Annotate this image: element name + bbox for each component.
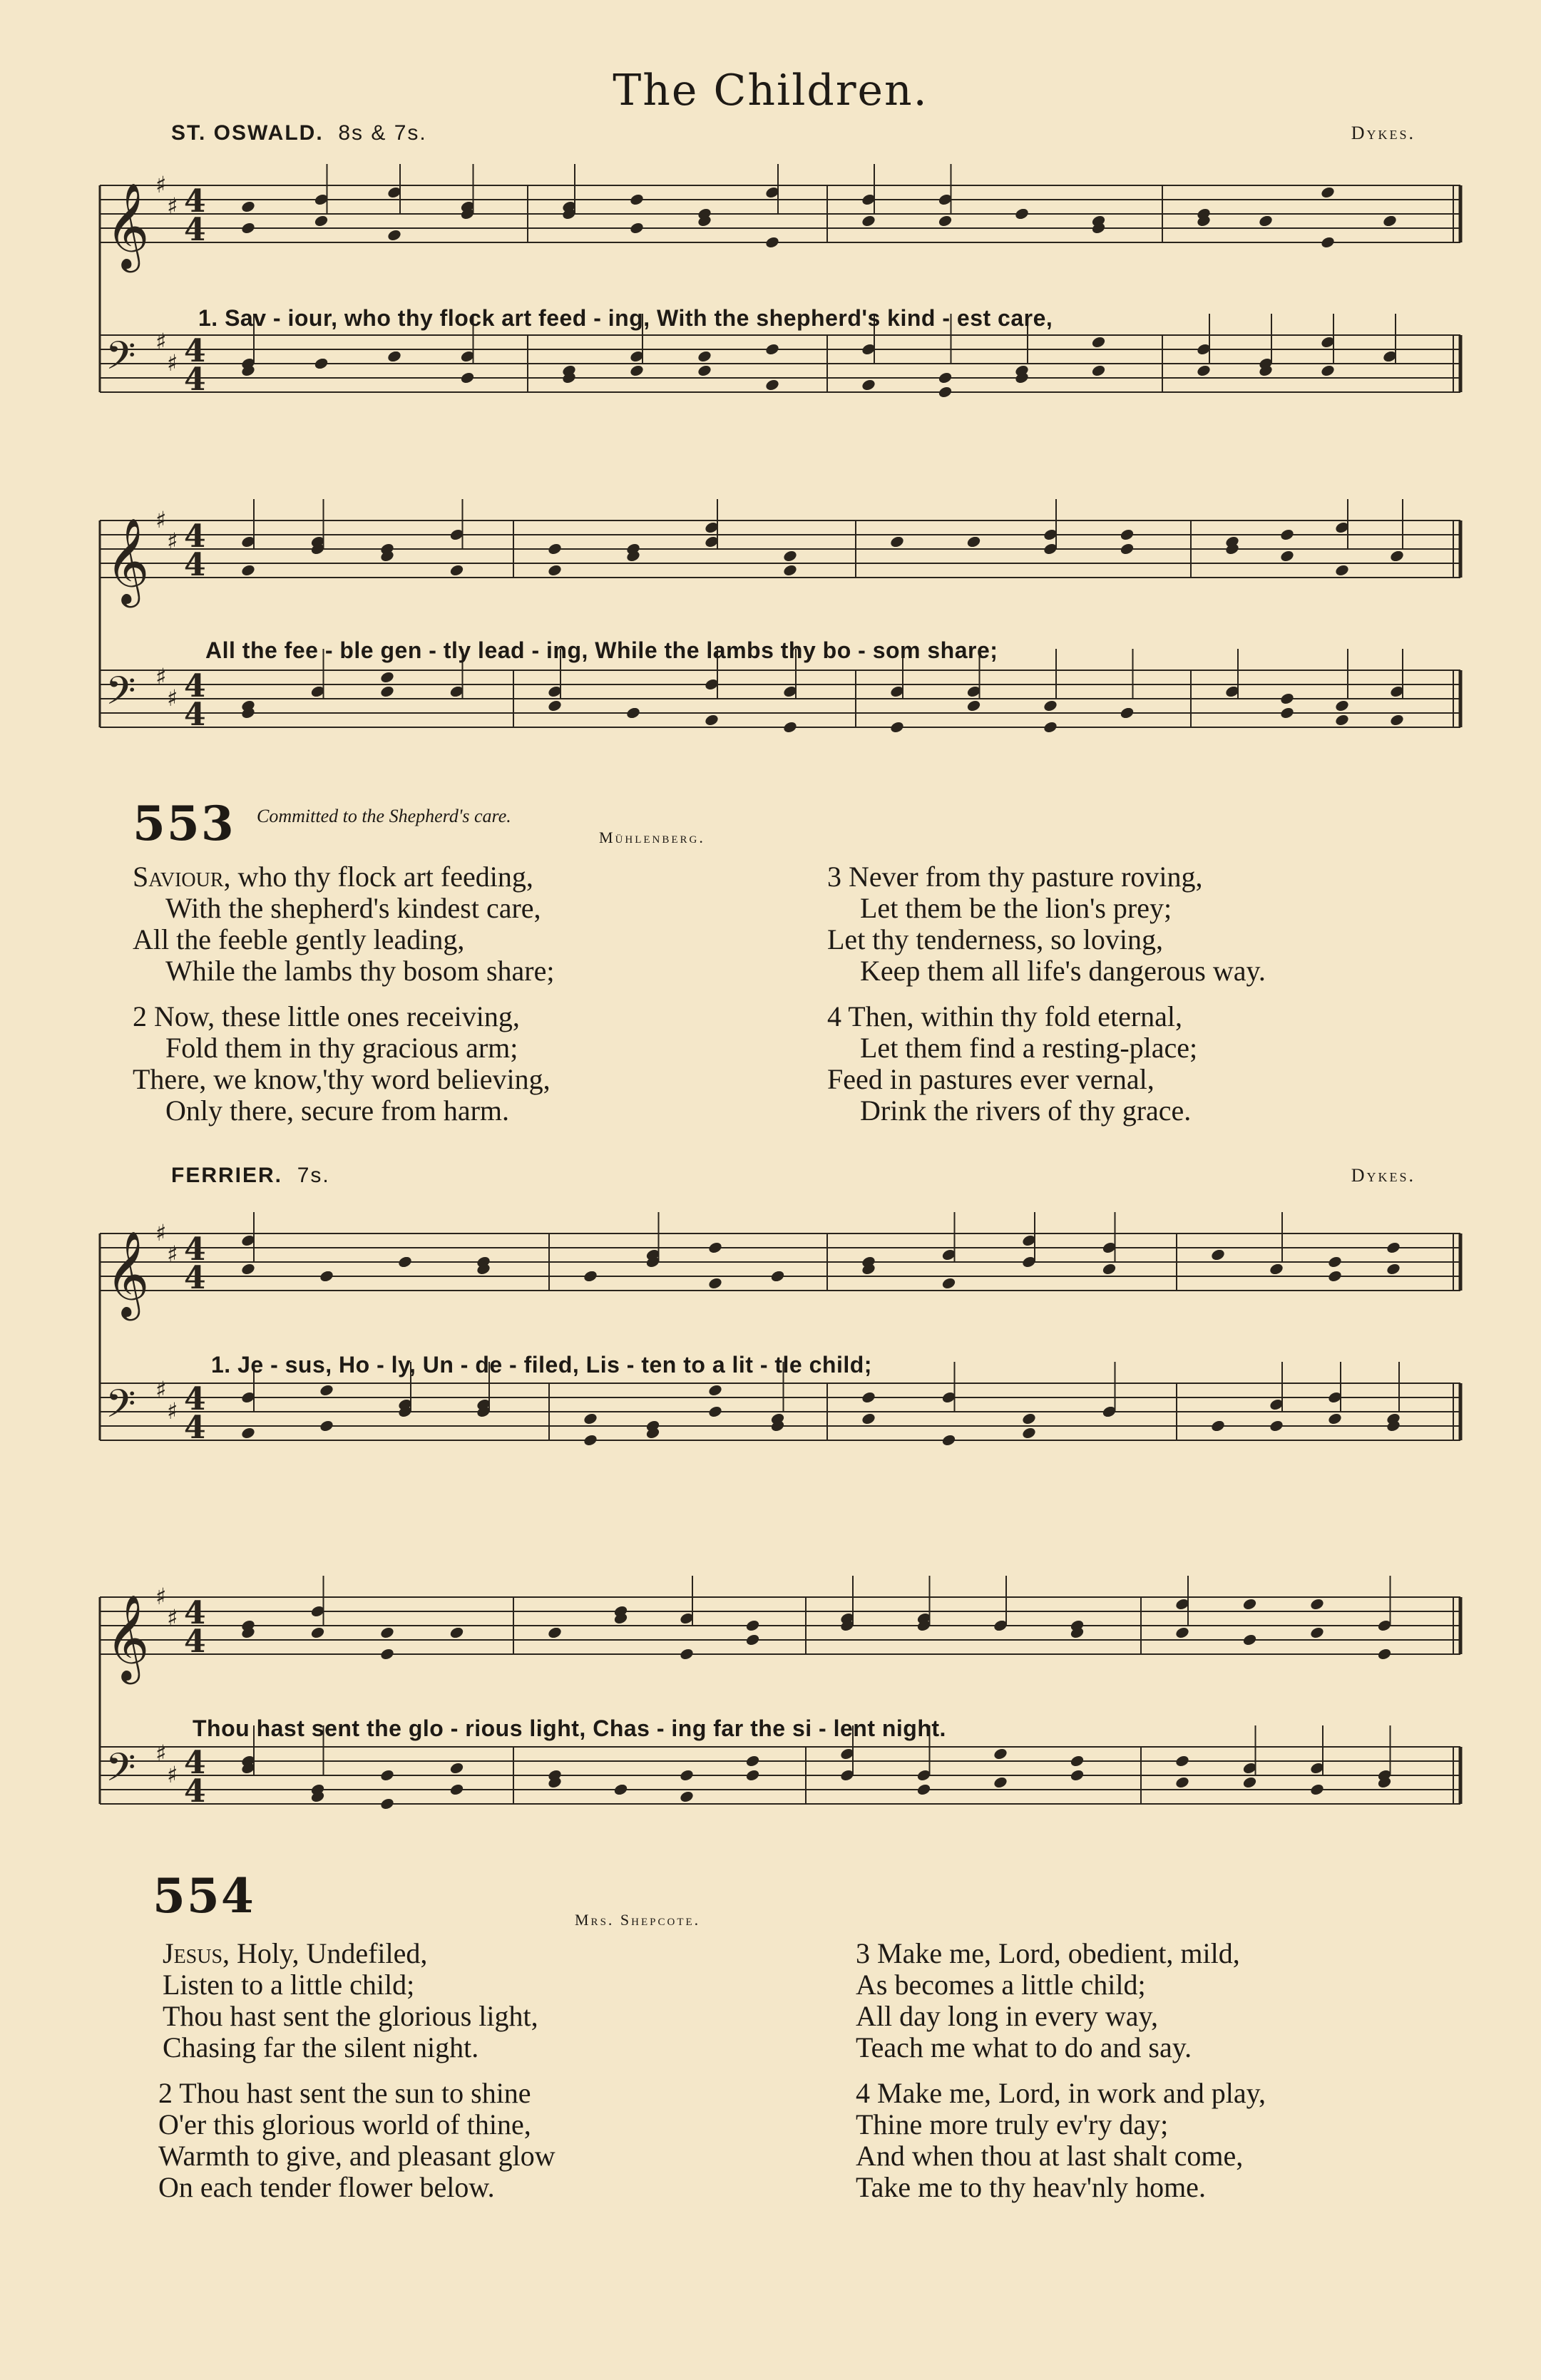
note-head xyxy=(379,1797,395,1810)
stanza: Jesus, Holy, Undefiled, Listen to a little child; Thou hast sent the glorious light, Chasing far the silent night. xyxy=(163,1937,538,2063)
note-head xyxy=(1174,1626,1190,1639)
time-signature-icon: 4 xyxy=(184,1381,206,1417)
lyric-line: 1. Sav - iour, who thy flock art feed - ing, With the shepherd's kind - est care, xyxy=(198,305,1053,331)
time-signature-icon: 4 xyxy=(184,183,206,220)
time-signature-icon: 4 xyxy=(184,1595,206,1631)
hymn-number: 554 xyxy=(153,1868,255,1924)
stanza: 4 Then, within thy fold eternal, Let them find a resting-place; Feed in pastures ever vernal, Drink the rivers of thy grace. xyxy=(827,1000,1198,1127)
stanza: Saviour, who thy flock art feeding, With the shepherd's kindest care, All the feeble gently leading, While the lambs thy bosom share; xyxy=(133,861,555,987)
treble-clef-icon: 𝄞 xyxy=(106,517,150,604)
time-signature-icon: 4 xyxy=(184,361,206,398)
tune-composer: Dykes. xyxy=(1351,123,1415,143)
note-head xyxy=(745,1754,761,1768)
hymn-subtitle: Committed to the Shepherd's care. xyxy=(257,806,511,826)
time-signature-icon: 4 xyxy=(184,1410,206,1446)
sharp-icon: ♯ xyxy=(167,349,178,376)
time-signature-icon: 4 xyxy=(184,212,206,248)
sharp-icon: ♯ xyxy=(167,1761,178,1788)
note-head xyxy=(379,1647,395,1661)
note-head xyxy=(449,1626,465,1639)
bass-clef-icon: 𝄢 xyxy=(106,1745,136,1800)
sharp-icon: ♯ xyxy=(155,1583,167,1610)
sharp-icon: ♯ xyxy=(155,1219,167,1246)
note-head xyxy=(1377,1647,1393,1661)
stanza: 3 Never from thy pasture roving, Let them be the lion's prey; Let thy tenderness, so loving, Keep them all life's dangerous way. xyxy=(827,861,1266,987)
sharp-icon: ♯ xyxy=(155,506,167,533)
tune-name: ST. OSWALD. 8s & 7s. xyxy=(171,121,427,145)
treble-clef-icon: 𝄞 xyxy=(106,1230,150,1317)
note-head xyxy=(1309,1597,1325,1611)
sharp-icon: ♯ xyxy=(155,328,167,355)
note-head xyxy=(613,1783,629,1796)
note-head xyxy=(679,1768,695,1782)
tune-composer: Dykes. xyxy=(1351,1165,1415,1186)
note-head xyxy=(1242,1633,1258,1646)
time-signature-icon: 4 xyxy=(184,333,206,369)
note-head xyxy=(745,1633,761,1646)
sharp-icon: ♯ xyxy=(155,171,167,198)
hymn-author: Mrs. Shepcote. xyxy=(575,1911,701,1929)
note-head xyxy=(310,1626,326,1639)
time-signature-icon: 4 xyxy=(184,668,206,704)
stanza: 3 Make me, Lord, obedient, mild, As becomes a little child; All day long in every way, Teach me what to do and say. xyxy=(856,1937,1240,2063)
note-head xyxy=(1070,1754,1085,1768)
time-signature-icon: 4 xyxy=(184,1773,206,1810)
time-signature-icon: 4 xyxy=(184,1624,206,1660)
time-signature-icon: 4 xyxy=(184,1231,206,1268)
tune-name: FERRIER. 7s. xyxy=(171,1164,330,1187)
lyric-line: 1. Je - sus, Ho - ly, Un - de - filed, Lis - ten to a lit - tle child; xyxy=(211,1352,872,1378)
note-head xyxy=(993,1747,1008,1760)
hymn-number: 553 xyxy=(133,796,235,851)
note-head xyxy=(993,1775,1008,1789)
time-signature-icon: 4 xyxy=(184,1745,206,1781)
lyric-line: All the fee - ble gen - tly lead - ing, While the lambs thy bo - som share; xyxy=(205,637,998,663)
time-signature-icon: 4 xyxy=(184,697,206,733)
note-head xyxy=(379,1768,395,1782)
stanza: 4 Make me, Lord, in work and play, Thine more truly ev'ry day; And when thou at last shalt come, Take me to thy heav'nly home. xyxy=(856,2077,1266,2203)
note-head xyxy=(1309,1783,1325,1796)
note-head xyxy=(1174,1754,1190,1768)
time-signature-icon: 4 xyxy=(184,547,206,583)
time-signature-icon: 4 xyxy=(184,1260,206,1296)
bass-clef-icon: 𝄢 xyxy=(106,1381,136,1436)
stanza: 2 Thou hast sent the sun to shine O'er this glorious world of thine, Warmth to give, and pleasant glow On each tender flower below. xyxy=(158,2077,556,2203)
note-head xyxy=(1309,1626,1325,1639)
note-head xyxy=(916,1783,932,1796)
bass-clef-icon: 𝄢 xyxy=(106,668,136,723)
sharp-icon: ♯ xyxy=(167,684,178,712)
note-head xyxy=(379,1626,395,1639)
note-head xyxy=(449,1761,465,1775)
note-head xyxy=(1242,1775,1258,1789)
note-head xyxy=(1174,1775,1190,1789)
note-head xyxy=(1242,1597,1258,1611)
sharp-icon: ♯ xyxy=(155,663,167,690)
note-head xyxy=(1070,1768,1085,1782)
note-head xyxy=(679,1790,695,1803)
time-signature-icon: 4 xyxy=(184,518,206,555)
sharp-icon: ♯ xyxy=(167,1604,178,1631)
treble-clef-icon: 𝄞 xyxy=(106,182,150,269)
note-head xyxy=(745,1768,761,1782)
lyric-line: Thou hast sent the glo - rious light, Chas - ing far the si - lent night. xyxy=(193,1715,946,1741)
sharp-icon: ♯ xyxy=(155,1376,167,1403)
sharp-icon: ♯ xyxy=(155,1740,167,1767)
sharp-icon: ♯ xyxy=(167,1397,178,1425)
sharp-icon: ♯ xyxy=(167,193,178,220)
note-head xyxy=(745,1619,761,1632)
bass-clef-icon: 𝄢 xyxy=(106,333,136,388)
note-head xyxy=(679,1647,695,1661)
hymn-author: Mühlenberg. xyxy=(599,829,705,846)
note-head xyxy=(449,1783,465,1796)
page-title: The Children. xyxy=(613,66,928,116)
sharp-icon: ♯ xyxy=(167,1241,178,1268)
stanza: 2 Now, these little ones receiving, Fold them in thy gracious arm; There, we know,'thy word believing, Only there, secure from harm. xyxy=(133,1000,551,1127)
treble-clef-icon: 𝄞 xyxy=(106,1594,150,1681)
note-head xyxy=(547,1626,563,1639)
sharp-icon: ♯ xyxy=(167,528,178,555)
